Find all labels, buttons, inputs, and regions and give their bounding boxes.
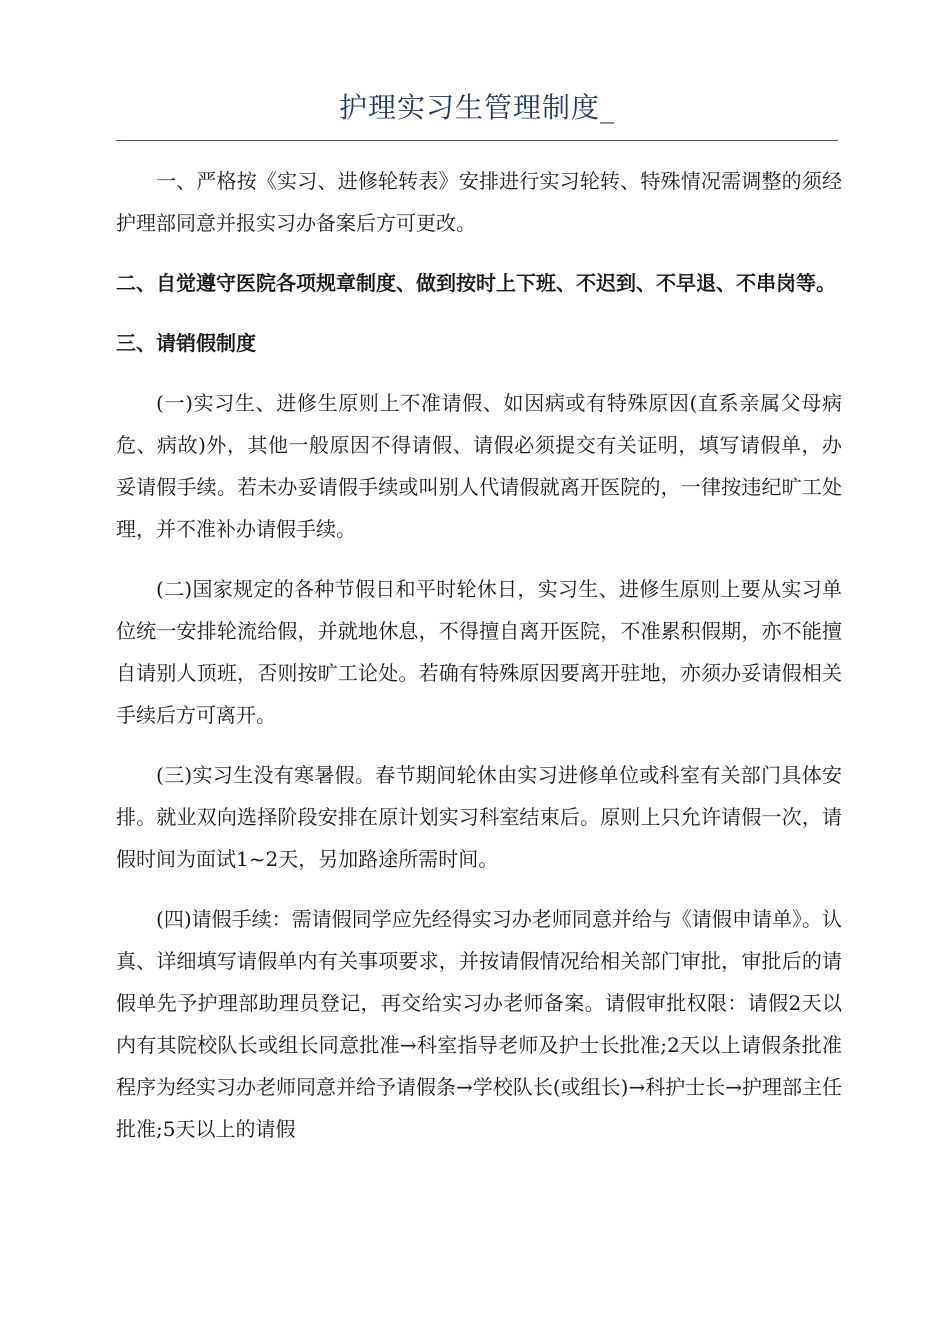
- paragraph-holiday-rule: (二)国家规定的各种节假日和平时轮休日，实习生、进修生原则上要从实习单位统一安排轮流给假，并就地休息，不得擅自离开医院，不准累积假期，亦不能擅自请别人顶班，否则按旷工论处。若确有特殊原因要离开驻地，亦须办妥请假相关手续后方可离开。: [116, 577, 842, 727]
- section-heading-leave: 三、请销假制度: [116, 331, 256, 355]
- paragraph-discipline-rule: 二、自觉遵守医院各项规章制度、做到按时上下班、不迟到、不早退、不串岗等。: [116, 271, 836, 295]
- title-divider: [116, 140, 838, 141]
- paragraph-leave-procedure: (四)请假手续：需请假同学应先经得实习办老师同意并给与《请假申请单》。认真、详细填写请假单内有关事项要求，并按请假情况给相关部门审批，审批后的请假单先予护理部助理员登记，再交给实习办老师备案。请假审批权限：请假2天以内有其院校队长或组长同意批准→科室指导老师及护士长批准;2天以上请假条批准程序为经实习办老师同意并给予请假条→学校队长(或组长)→科护士长→护理部主任批准;5天以上的请假: [116, 907, 842, 1141]
- document-title: 护理实习生管理制度_: [338, 91, 615, 124]
- paragraph-vacation-rule: (三)实习生没有寒暑假。春节期间轮休由实习进修单位或科室有关部门具体安排。就业双向选择阶段安排在原计划实习科室结束后。原则上只允许请假一次，请假时间为面试1~2天，另加路途所需时间。: [116, 763, 842, 871]
- document-body: [116, 160, 842, 1168]
- paragraph-rotation-rule: 一、严格按《实习、进修轮转表》安排进行实习轮转、特殊情况需调整的须经护理部同意并报实习办备案后方可更改。: [116, 169, 842, 235]
- paragraph-leave-principle: (一)实习生、进修生原则上不准请假、如因病或有特殊原因(直系亲属父母病危、病故)外，其他一般原因不得请假、请假必须提交有关证明，填写请假单，办妥请假手续。若未办妥请假手续或叫别人代请假就离开医院的，一律按违纪旷工处理，并不准补办请假手续。: [116, 391, 842, 541]
